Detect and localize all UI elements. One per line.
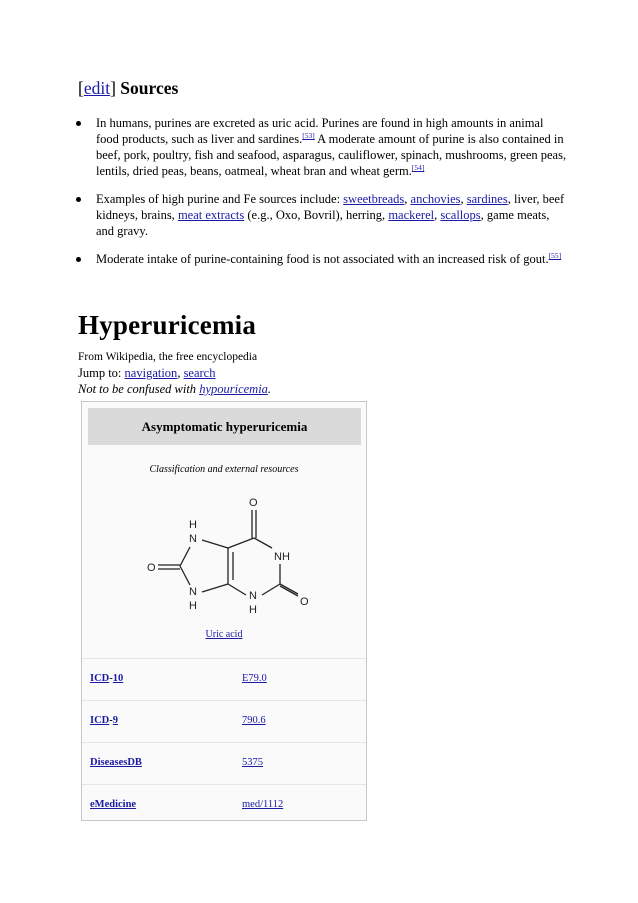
atom-label: N <box>249 590 257 602</box>
atom-label: H <box>249 604 257 616</box>
navigation-link[interactable]: navigation <box>124 366 178 380</box>
mackerel-link[interactable]: mackerel <box>388 208 435 222</box>
icd-10-link[interactable]: 10 <box>112 673 124 684</box>
icd-link[interactable]: ICD <box>90 715 110 726</box>
bullet-text: Examples of high purine and Fe sources include: <box>96 192 344 206</box>
hatnote-text: Not to be confused with <box>78 382 200 396</box>
bullet-icon <box>76 257 81 262</box>
atom-label: N <box>189 533 197 545</box>
row-key <box>90 715 118 726</box>
separator: , <box>177 366 184 380</box>
icd10-code-link[interactable]: E79.0 <box>242 673 267 684</box>
infobox-row-icd9 <box>82 700 366 741</box>
anchovies-link[interactable]: anchovies <box>410 192 461 206</box>
uric-acid-structure[interactable] <box>122 492 322 622</box>
bullet-text: In humans, purines are excreted as uric acid. Purines are found in high amounts in animal food products, such as liver and sardines. <box>96 116 544 146</box>
infobox-classification: Classification and external resources <box>149 464 299 475</box>
atom-label: N <box>189 586 197 598</box>
edit-link[interactable]: edit <box>83 78 111 98</box>
emedicine-link[interactable]: eMedicine <box>90 799 137 810</box>
list-item <box>78 191 568 239</box>
bullet-text: Moderate intake of purine-containing food is not associated with an increased risk of gout. <box>96 252 549 266</box>
bracket-open: [ <box>78 78 84 98</box>
bullet-text: , liver, beef kidneys, brains, <box>96 192 565 222</box>
hypouricemia-link[interactable]: hypouricemia <box>199 382 268 396</box>
separator: , <box>460 192 467 206</box>
bullet-icon <box>76 121 81 126</box>
jump-to-line <box>78 366 215 381</box>
separator: , <box>434 208 441 222</box>
page-title: Hyperuricemia <box>78 310 257 340</box>
reference-link[interactable]: [53] <box>302 130 315 140</box>
list-item <box>78 251 568 267</box>
infobox-row-diseasesdb <box>82 742 366 783</box>
atom-label: H <box>189 519 197 531</box>
icd-link[interactable]: ICD <box>90 673 110 684</box>
scallops-link[interactable]: scallops <box>440 208 481 222</box>
infobox-row-icd10 <box>82 658 366 699</box>
sources-heading <box>78 78 178 99</box>
separator: - <box>109 715 113 726</box>
infobox-header: Asymptomatic hyperuricemia <box>88 408 361 445</box>
article-source-line: From Wikipedia, the free encyclopedia <box>78 351 258 363</box>
separator: , <box>404 192 411 206</box>
bracket-close: ] <box>110 78 116 98</box>
diseasesdb-link[interactable]: DiseasesDB <box>90 757 142 768</box>
bullet-icon <box>76 197 81 202</box>
bullet-text: , game meats, and gravy. <box>96 208 550 238</box>
sardines-link[interactable]: sardines <box>466 192 508 206</box>
hatnote <box>78 382 271 397</box>
sweetbreads-link[interactable]: sweetbreads <box>343 192 405 206</box>
icd-9-link[interactable]: 9 <box>112 715 119 726</box>
emedicine-code-link[interactable]: med/1112 <box>242 799 284 810</box>
atom-label: O <box>147 562 156 574</box>
atom-label: NH <box>274 551 290 563</box>
separator: - <box>109 673 113 684</box>
reference-link[interactable]: [55] <box>548 250 562 260</box>
hatnote-suffix: . <box>267 382 272 396</box>
row-key <box>90 673 123 684</box>
icd9-code-link[interactable]: 790.6 <box>242 715 266 726</box>
infobox-row-emedicine <box>82 784 366 825</box>
meat-extracts-link[interactable]: meat extracts <box>177 208 245 222</box>
search-link[interactable]: search <box>183 366 216 380</box>
reference-link[interactable]: [54] <box>411 162 425 172</box>
bullet-text: (e.g., Oxo, Bovril), herring, <box>244 208 389 222</box>
infobox <box>81 401 367 821</box>
diseasesdb-code-link[interactable]: 5375 <box>242 757 263 768</box>
sources-title: Sources <box>120 78 179 98</box>
uric-acid-caption-link[interactable]: Uric acid <box>205 629 243 640</box>
list-item <box>78 115 568 179</box>
atom-label: H <box>189 600 197 612</box>
jump-label: Jump to: <box>78 366 125 380</box>
atom-label: O <box>249 497 258 509</box>
sources-list <box>78 115 568 279</box>
bullet-text: A moderate amount of purine is also contained in beef, pork, poultry, fish and seafood, asparagus, cauliflower, spinach, mushrooms, green peas, lentils, dried peas, beans, oatmeal, wheat bran and wheat germ. <box>96 132 567 178</box>
atom-label: O <box>300 596 309 608</box>
